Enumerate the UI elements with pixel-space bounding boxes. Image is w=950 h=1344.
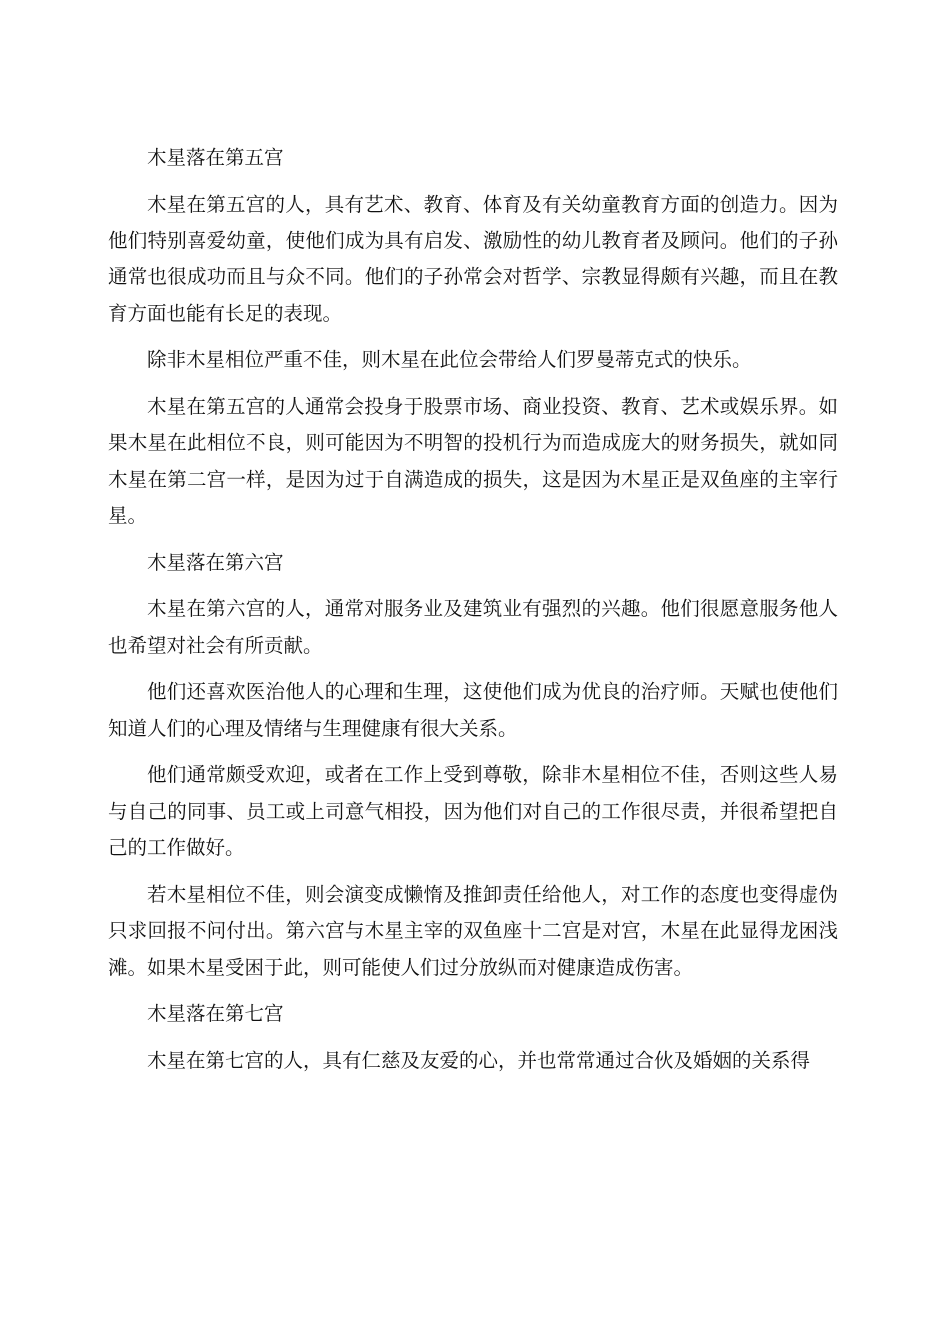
paragraph: 木星在第七宫的人，具有仁慈及友爱的心，并也常常通过合伙及婚姻的关系得 — [147, 1048, 811, 1072]
section-heading-sixth-house: 木星落在第六宫 — [147, 550, 284, 574]
paragraph: 他们通常颇受欢迎，或者在工作上受到尊敬，除非木星相位不佳，否则这些人易与自己的同事、员工或上司意气相投，因为他们对自己的工作很尽责，并很希望把自己的工作做好。 — [108, 763, 838, 860]
paragraph: 除非木星相位严重不佳，则木星在此位会带给人们罗曼蒂克式的快乐。 — [147, 348, 752, 372]
paragraph: 木星在第五宫的人通常会投身于股票市场、商业投资、教育、艺术或娱乐界。如果木星在此相位不良，则可能因为不明智的投机行为而造成庞大的财务损失，就如同木星在第二宫一样，是因为过于自满造成的损失，这是因为木星正是双鱼座的主宰行星。 — [108, 395, 838, 528]
section-heading-seventh-house: 木星落在第七宫 — [147, 1002, 284, 1026]
paragraph: 他们还喜欢医治他人的心理和生理，这使他们成为优良的治疗师。天赋也使他们知道人们的心理及情绪与生理健康有很大关系。 — [108, 680, 838, 740]
document-body — [108, 140, 838, 1089]
paragraph: 若木星相位不佳，则会演变成懒惰及推卸责任给他人，对工作的态度也变得虚伪只求回报不问付出。第六宫与木星主宰的双鱼座十二宫是对宫，木星在此显得龙困浅滩。如果木星受困于此，则可能使人们过分放纵而对健康造成伤害。 — [108, 882, 838, 979]
paragraph: 木星在第五宫的人，具有艺术、教育、体育及有关幼童教育方面的创造力。因为他们特别喜爱幼童，使他们成为具有启发、激励性的幼儿教育者及顾问。他们的子孙通常也很成功而且与众不同。他们的子孙常会对哲学、宗教显得颇有兴趣，而且在教育方面也能有长足的表现。 — [108, 192, 838, 325]
paragraph: 木星在第六宫的人，通常对服务业及建筑业有强烈的兴趣。他们很愿意服务他人也希望对社会有所贡献。 — [108, 597, 838, 657]
section-heading-fifth-house: 木星落在第五宫 — [147, 146, 284, 169]
